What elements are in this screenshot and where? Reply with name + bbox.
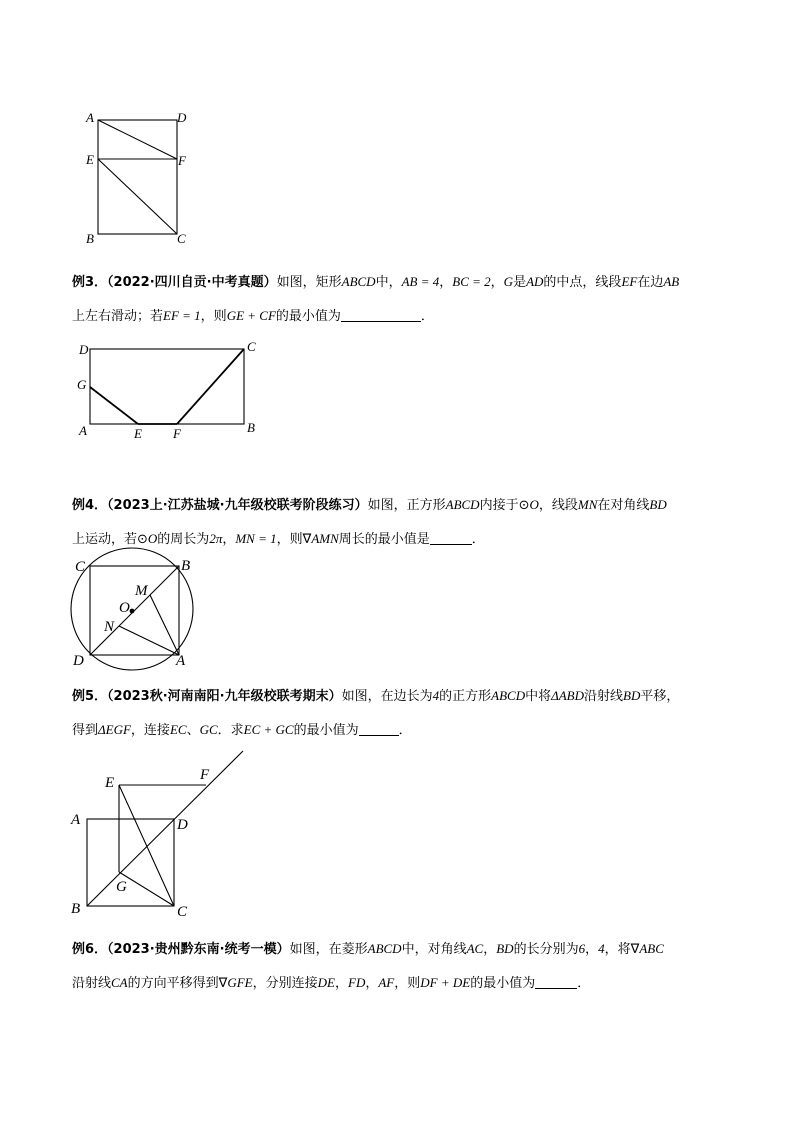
text: ， xyxy=(483,942,497,957)
figure-top-rectangle xyxy=(80,105,200,255)
text: ， xyxy=(334,976,348,991)
line-fc xyxy=(177,349,244,424)
label-C: C xyxy=(75,559,86,575)
figure-example-4 xyxy=(65,555,205,670)
math: GFE xyxy=(227,975,253,990)
math: AMN xyxy=(311,531,339,546)
math: AB xyxy=(663,274,680,289)
math: BD xyxy=(496,941,514,956)
text: ， xyxy=(585,942,599,957)
text: ，将∇ xyxy=(604,942,640,957)
math: ABCD xyxy=(491,688,526,703)
math: BD xyxy=(649,497,667,512)
text: ， xyxy=(439,275,453,290)
math: 2π xyxy=(209,531,223,546)
label-C: C xyxy=(177,231,186,246)
text: 的最小值为 xyxy=(275,309,341,324)
label-F: F xyxy=(173,426,181,441)
math: ΔABD xyxy=(551,688,585,703)
text: ， xyxy=(490,275,504,290)
label-B: B xyxy=(71,901,81,917)
text: 的最小值为 xyxy=(293,723,359,738)
line-ec xyxy=(98,159,177,234)
text: 沿射线 xyxy=(72,976,112,991)
example-number: 例3． xyxy=(72,275,108,290)
math: 4 xyxy=(432,688,440,703)
rect-abcd xyxy=(90,349,244,424)
answer-blank xyxy=(359,722,399,736)
label-D: D xyxy=(177,817,188,833)
text: 的中点，线段 xyxy=(543,275,622,290)
math: EF xyxy=(621,274,638,289)
text: ，连接 xyxy=(130,723,170,738)
math: GE + CF xyxy=(226,308,276,323)
math: 4 xyxy=(598,941,605,956)
text: ． xyxy=(471,532,485,547)
label-O: O xyxy=(119,600,130,616)
label-A: A xyxy=(79,423,87,438)
math: DF + DE xyxy=(420,975,471,990)
text: 如图，正方形 xyxy=(367,498,446,513)
math: AD xyxy=(526,274,544,289)
text: 沿射线 xyxy=(584,689,624,704)
answer-blank xyxy=(535,975,577,989)
math: ABCD xyxy=(445,497,480,512)
label-D: D xyxy=(177,110,187,125)
label-F: F xyxy=(200,767,210,783)
center-point-o xyxy=(130,609,135,614)
text: 得到 xyxy=(72,723,99,738)
example-source: （2023·贵州黔东南·统考一模） xyxy=(107,942,290,957)
text: ，线段 xyxy=(538,498,578,513)
label-D: D xyxy=(73,653,84,669)
text: 中， xyxy=(375,275,402,290)
label-G: G xyxy=(116,879,127,895)
math: BC = 2 xyxy=(452,274,491,289)
math: AB = 4 xyxy=(401,274,440,289)
text: ，分别连接 xyxy=(252,976,318,991)
text: ． xyxy=(420,309,434,324)
math: EC + GC xyxy=(243,722,294,737)
label-E: E xyxy=(86,152,94,167)
rect-abcd xyxy=(98,120,177,234)
math: ABC xyxy=(639,941,664,956)
label-N: N xyxy=(104,619,115,635)
example-5-text xyxy=(72,679,732,747)
example-number: 例6． xyxy=(72,942,108,957)
label-E: E xyxy=(105,775,115,791)
diagonal-bd xyxy=(90,566,179,655)
text: 如图，在菱形 xyxy=(289,942,368,957)
example-6-text xyxy=(72,932,732,1000)
text: ． xyxy=(398,723,412,738)
math: DE xyxy=(317,975,335,990)
label-C: C xyxy=(247,339,256,354)
math: MN = 1 xyxy=(235,531,277,546)
line-ec xyxy=(119,785,174,906)
math: EF = 1 xyxy=(163,308,201,323)
answer-blank xyxy=(430,531,472,545)
text: 上运动，若⊙ xyxy=(72,532,148,547)
math: ΔEGF xyxy=(98,722,131,737)
math: AF xyxy=(378,975,395,990)
label-B: B xyxy=(247,420,255,435)
text: 的方向平移得到∇ xyxy=(127,976,228,991)
text: ． xyxy=(577,976,591,991)
label-A: A xyxy=(71,812,81,828)
math: O xyxy=(529,497,539,512)
label-M: M xyxy=(135,583,148,599)
line-ge xyxy=(90,387,138,424)
text: 是 xyxy=(513,275,527,290)
label-A: A xyxy=(86,110,94,125)
math: ABCD xyxy=(341,274,376,289)
label-F: F xyxy=(178,153,186,168)
text: 的最小值为 xyxy=(470,976,536,991)
line-an xyxy=(119,626,179,655)
text: 的周长为 xyxy=(157,532,210,547)
text: 如图，矩形 xyxy=(276,275,342,290)
example-4-text xyxy=(72,488,732,556)
example-number: 例5． xyxy=(72,689,108,704)
math: CA xyxy=(111,975,128,990)
text: 在对角线 xyxy=(597,498,650,513)
math: EC xyxy=(169,722,187,737)
text: ， xyxy=(365,976,379,991)
label-B: B xyxy=(86,231,94,246)
example-source: （2023上·江苏盐城·九年级校联考阶段练习） xyxy=(107,498,368,513)
math: GC xyxy=(199,722,218,737)
text: 的长分别为 xyxy=(513,942,579,957)
answer-blank xyxy=(341,308,421,322)
line-af xyxy=(98,120,177,159)
line-am xyxy=(150,595,179,655)
text: 在边 xyxy=(637,275,664,290)
math: O xyxy=(147,531,158,546)
text: ， xyxy=(222,532,236,547)
text: 平移， xyxy=(640,689,680,704)
text: 如图，在边长为 xyxy=(341,689,433,704)
text: 中将 xyxy=(525,689,552,704)
text: ，则∇ xyxy=(276,532,312,547)
example-source: （2022·四川自贡·中考真题） xyxy=(107,275,277,290)
example-number: 例4． xyxy=(72,498,108,513)
label-A: A xyxy=(176,653,186,669)
math: FD xyxy=(348,975,366,990)
label-E: E xyxy=(134,426,142,441)
math: MN xyxy=(577,497,598,512)
text: 内接于⊙ xyxy=(479,498,530,513)
example-3-text xyxy=(72,265,732,333)
text: 的正方形 xyxy=(439,689,492,704)
label-G: G xyxy=(77,377,87,392)
text: 上左右滑动；若 xyxy=(72,309,164,324)
text: ，则 xyxy=(394,976,421,991)
text: 、 xyxy=(186,723,200,738)
text: 周长的最小值是 xyxy=(338,532,430,547)
math: G xyxy=(503,274,514,289)
math: BD xyxy=(623,688,641,703)
label-C: C xyxy=(177,904,188,920)
text: 中，对角线 xyxy=(401,942,467,957)
math: 6 xyxy=(578,941,586,956)
text: ，则 xyxy=(200,309,227,324)
figure-example-5 xyxy=(65,745,250,920)
math: ABCD xyxy=(367,941,402,956)
math: AC xyxy=(466,941,484,956)
figure-example-3 xyxy=(70,338,270,443)
text: ．求 xyxy=(217,723,244,738)
label-D: D xyxy=(79,342,89,357)
label-B: B xyxy=(181,558,191,574)
example-source: （2023秋·河南南阳·九年级校联考期末） xyxy=(107,689,342,704)
